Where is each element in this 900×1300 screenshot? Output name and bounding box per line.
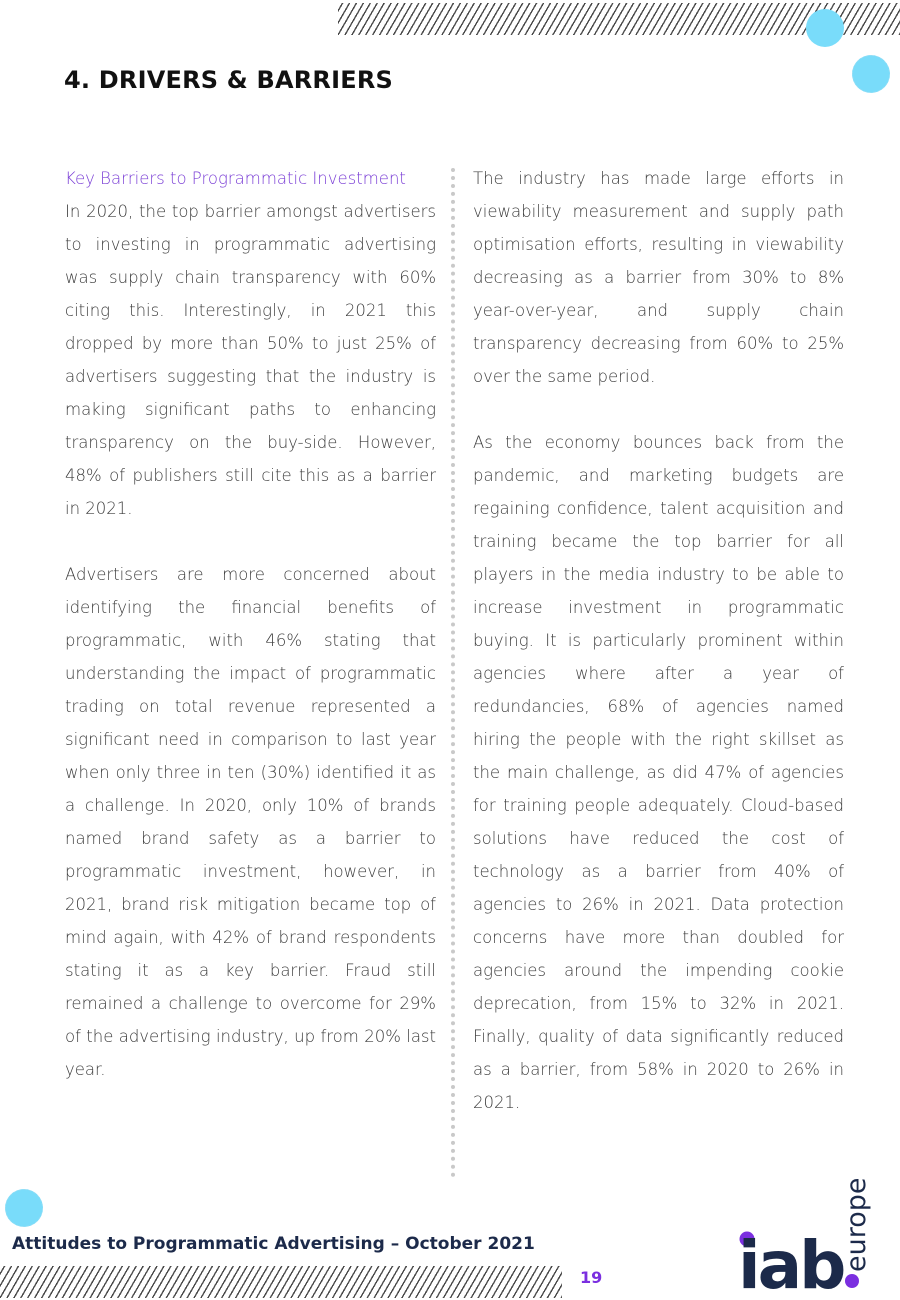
subheading: Key Barriers to Programmatic Investment bbox=[65, 169, 406, 188]
decorative-circle bbox=[852, 55, 890, 93]
footer-title: Attitudes to Programmatic Advertising – October 2021 bbox=[12, 1234, 535, 1254]
column-divider bbox=[451, 168, 455, 1178]
paragraph: As the economy bounces back from the pandemic, and marketing budgets are regaining confidence, talent acquisition and training became the top barrier for all players in the media industry to be able to increase investment in programmatic buying. It is particularly prominent within agencies where after a year of redundancies, 68% of agencies named hiring the people with the right skillset as the main challenge, as did 47% of agencies for training people adequately. Cloud-based solutions have reduced the cost of technology as a barrier from 40% of agencies to 26% in 2021. Data protection concerns have more than doubled for agencies around the impending cookie deprecation, from 15% to 32% in 2021. Finally, quality of data significantly reduced as a barrier, from 58% in 2020 to 26% in 2021. bbox=[473, 433, 844, 1112]
left-column bbox=[65, 162, 436, 1119]
logo-vertical-text: europe bbox=[841, 1177, 872, 1272]
page-number: 19 bbox=[580, 1268, 603, 1287]
logo-period-icon bbox=[845, 1274, 859, 1288]
iab-europe-logo bbox=[738, 1177, 872, 1300]
paragraph: Advertisers are more concerned about identifying the financial benefits of programmatic, with 46% stating that understanding the impact of programmatic trading on total revenue represented a significant need in comparison to last year when only three in ten (30%) identified it as a challenge. In 2020, only 10% of brands named brand safety as a barrier to programmatic investment, however, in 2021, brand risk mitigation became top of mind again, with 42% of brand respondents stating it as a key barrier. Fraud still remained a challenge to overcome for 29% of the advertising industry, up from 20% last year. bbox=[65, 565, 436, 1079]
bottom-hatch-decoration bbox=[0, 1266, 562, 1298]
paragraph: The industry has made large efforts in viewability measurement and supply path optimisation efforts, resulting in viewability decreasing as a barrier from 30% to 8% year-over-year, and supply chain transparency decreasing from 60% to 25% over the same period. bbox=[473, 169, 844, 386]
decorative-circle bbox=[806, 9, 844, 47]
logo-main-text: iab bbox=[738, 1227, 844, 1300]
right-column bbox=[473, 162, 844, 1152]
decorative-circle bbox=[5, 1189, 43, 1227]
section-heading: 4. DRIVERS & BARRIERS bbox=[64, 66, 393, 94]
paragraph: In 2020, the top barrier amongst advertisers to investing in programmatic advertising was supply chain transparency with 60% citing this. Interestingly, in 2021 this dropped by more than 50% to just 25% of advertisers suggesting that the industry is making significant paths to enhancing transparency on the buy-side. However, 48% of publishers still cite this as a barrier in 2021. bbox=[65, 202, 436, 518]
